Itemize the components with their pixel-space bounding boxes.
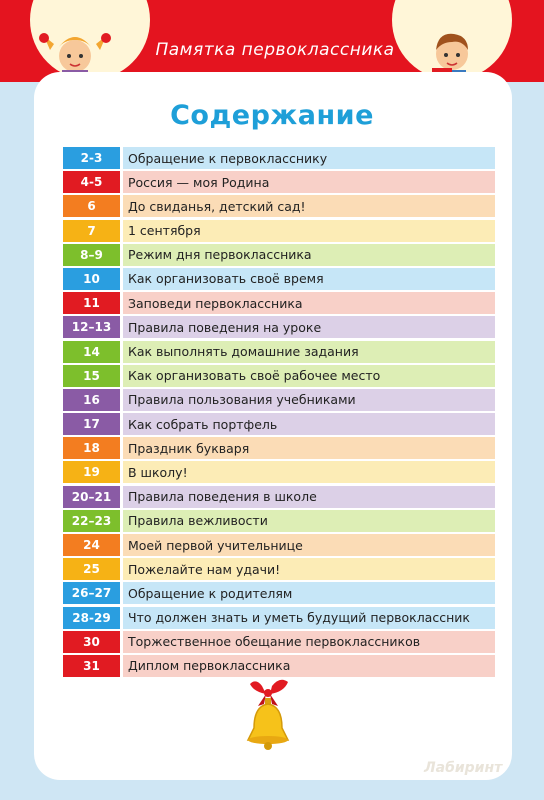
toc-page-number: 17 — [63, 413, 120, 435]
toc-page-number: 15 — [63, 365, 120, 387]
toc-page-number: 8–9 — [63, 244, 120, 266]
toc-row — [63, 341, 495, 363]
toc-row — [63, 389, 495, 411]
toc-page-number: 14 — [63, 341, 120, 363]
toc-entry-title: Моей первой учительнице — [123, 534, 495, 556]
toc-entry-title: Правила вежливости — [123, 510, 495, 532]
toc-entry-title: Правила поведения на уроке — [123, 316, 495, 338]
toc-entry-title: В школу! — [123, 461, 495, 483]
toc-row — [63, 413, 495, 435]
page-title: Содержание — [170, 100, 374, 131]
toc-entry-title: Торжественное обещание первоклассников — [123, 631, 495, 653]
toc-row — [63, 268, 495, 290]
toc-entry-title: 1 сентября — [123, 220, 495, 242]
toc-page-number: 20–21 — [63, 486, 120, 508]
toc-row — [63, 244, 495, 266]
toc-row — [63, 558, 495, 580]
toc-row — [63, 220, 495, 242]
toc-page-number: 28-29 — [63, 607, 120, 629]
toc-page-number: 7 — [63, 220, 120, 242]
toc-row — [63, 607, 495, 629]
toc-row — [63, 195, 495, 217]
toc-page-number: 18 — [63, 437, 120, 459]
toc-page-number: 2-3 — [63, 147, 120, 169]
toc-entry-title: Как организовать своё время — [123, 268, 495, 290]
toc-row — [63, 437, 495, 459]
toc-entry-title: Диплом первоклассника — [123, 655, 495, 677]
toc-page-number: 24 — [63, 534, 120, 556]
toc-row — [63, 534, 495, 556]
toc-page-number: 10 — [63, 268, 120, 290]
toc-entry-title: Заповеди первоклассника — [123, 292, 495, 314]
toc-entry-title: Как собрать портфель — [123, 413, 495, 435]
toc-page-number: 19 — [63, 461, 120, 483]
toc-page-number: 12–13 — [63, 316, 120, 338]
toc-entry-title: Правила поведения в школе — [123, 486, 495, 508]
toc-page-number: 22–23 — [63, 510, 120, 532]
girl-illustration — [30, 0, 150, 80]
boy-illustration — [392, 0, 512, 80]
toc-row — [63, 582, 495, 604]
toc-entry-title: Обращение к родителям — [123, 582, 495, 604]
toc-row — [63, 655, 495, 677]
toc-page-number: 25 — [63, 558, 120, 580]
toc-page-number: 31 — [63, 655, 120, 677]
toc-entry-title: Что должен знать и уметь будущий первоклассник — [123, 607, 495, 629]
toc-row — [63, 147, 495, 169]
table-of-contents — [63, 147, 495, 679]
toc-row — [63, 461, 495, 483]
toc-entry-title: Правила пользования учебниками — [123, 389, 495, 411]
header-banner — [0, 0, 544, 82]
watermark: Лабиринт — [424, 760, 503, 776]
toc-entry-title: Праздник букваря — [123, 437, 495, 459]
toc-row — [63, 316, 495, 338]
toc-page-number: 16 — [63, 389, 120, 411]
toc-entry-title: До свиданья, детский сад! — [123, 195, 495, 217]
toc-row — [63, 171, 495, 193]
toc-entry-title: Как организовать своё рабочее место — [123, 365, 495, 387]
toc-entry-title: Россия — моя Родина — [123, 171, 495, 193]
toc-row — [63, 486, 495, 508]
toc-page-number: 30 — [63, 631, 120, 653]
toc-row — [63, 631, 495, 653]
toc-entry-title: Как выполнять домашние задания — [123, 341, 495, 363]
toc-entry-title: Пожелайте нам удачи! — [123, 558, 495, 580]
toc-page-number: 11 — [63, 292, 120, 314]
toc-entry-title: Режим дня первоклассника — [123, 244, 495, 266]
toc-row — [63, 292, 495, 314]
toc-page-number: 4-5 — [63, 171, 120, 193]
bell-icon — [236, 676, 306, 756]
toc-page-number: 26–27 — [63, 582, 120, 604]
toc-page-number: 6 — [63, 195, 120, 217]
toc-row — [63, 510, 495, 532]
toc-entry-title: Обращение к первокласснику — [123, 147, 495, 169]
header-title: Памятка первоклассника — [155, 40, 395, 60]
toc-row — [63, 365, 495, 387]
